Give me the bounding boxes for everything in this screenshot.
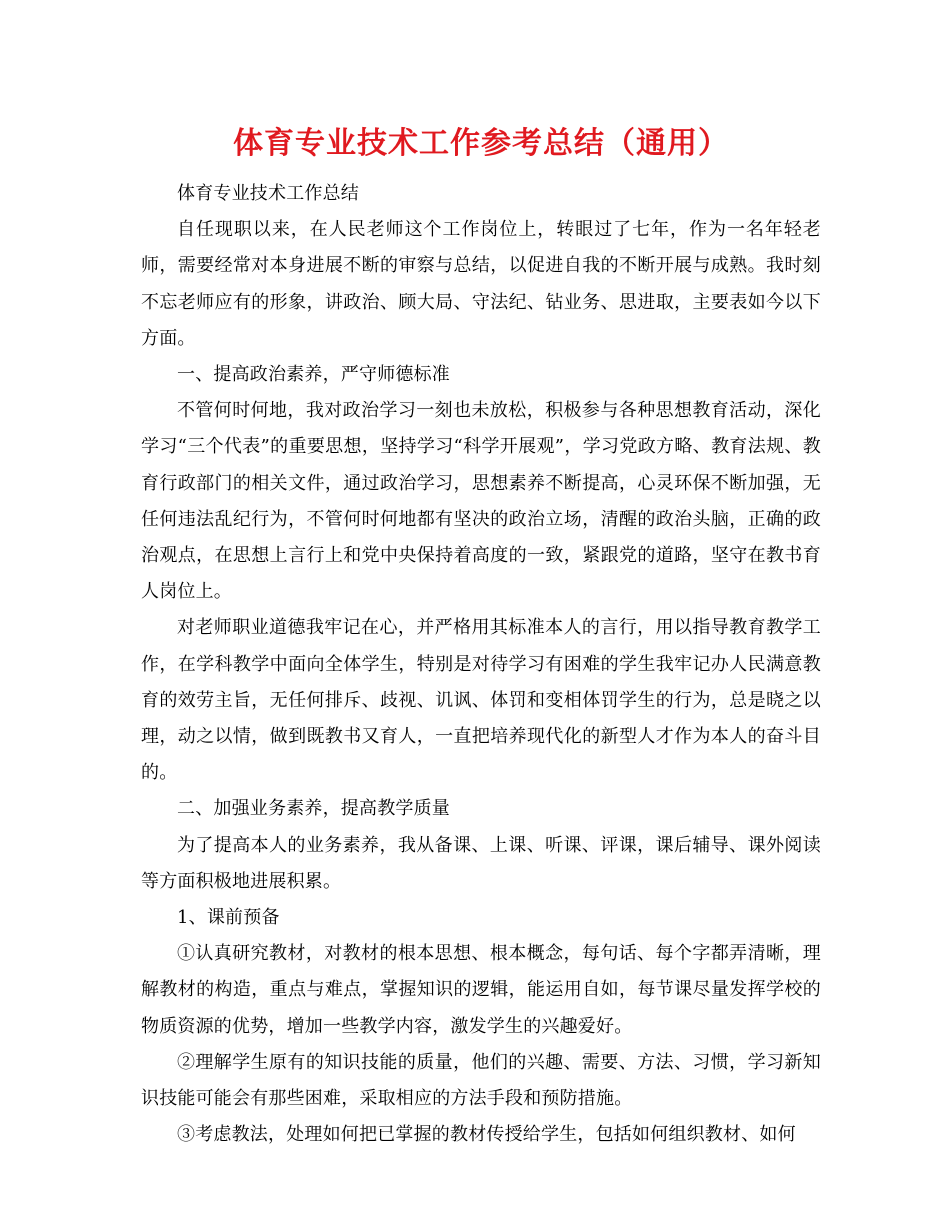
subsection-heading: 1、课前预备 xyxy=(177,907,280,929)
document-page xyxy=(141,120,821,1153)
list-item-paragraph: ①认真研究教材，对教材的根本思想、根本概念，每句话、每个字都弄清晰，理解教材的构造，重点与难点，掌握知识的逻辑，能运用自如，每节课尽量发挥学校的物质资源的优势，增加一些教学内容，激发学生的兴趣爱好。 xyxy=(141,943,821,1037)
body-paragraph: 对老师职业道德我牢记在心，并严格用其标准本人的言行，用以指导教育教学工作，在学科教学中面向全体学生，特别是对待学习有困难的学生我牢记办人民满意教育的效劳主旨，无任何排斥、歧视、讥讽、体罚和变相体罚学生的行为，总是晓之以理，动之以情，做到既教书又育人，一直把培养现代化的新型人才作为本人的奋斗目的。 xyxy=(141,617,821,784)
intro-paragraph: 自任现职以来，在人民老师这个工作岗位上，转眼过了七年，作为一名年轻老师，需要经常对本身进展不断的审察与总结，以促进自我的不断开展与成熟。我时刻不忘老师应有的形象，讲政治、顾大局、守法纪、钻业务、思进取，主要表如今以下方面。 xyxy=(141,219,821,349)
body-paragraph: 为了提高本人的业务素养，我从备课、上课、听课、评课，课后辅导、课外阅读等方面积极地进展积累。 xyxy=(141,834,821,892)
list-item-paragraph: ②理解学生原有的知识技能的质量，他们的兴趣、需要、方法、习惯，学习新知识技能可能会有那些困难，采取相应的方法手段和预防措施。 xyxy=(141,1051,821,1110)
list-item-paragraph: ③考虑教法，处理如何把已掌握的教材传授给学生，包括如何组织教材、如何 xyxy=(177,1124,796,1146)
section-heading-1: 一、提高政治素养，严守师德标准 xyxy=(177,364,450,386)
subtitle-paragraph: 体育专业技术工作总结 xyxy=(177,183,359,204)
section-heading-2: 二、加强业务素养，提高教学质量 xyxy=(177,798,450,820)
body-paragraph: 不管何时何地，我对政治学习一刻也未放松，积极参与各种思想教育活动，深化学习“三个代表”的重要思想，坚持学习“科学开展观”，学习党政方略、教育法规、教育行政部门的相关文件，通过政治学习，思想素养不断提高，心灵环保不断加强，无任何违法乱纪行为，不管何时何地都有坚决的政治立场，清醒的政治头脑，正确的政治观点，在思想上言行上和党中央保持着高度的一致，紧跟党的道路，坚守在教书育人岗位上。 xyxy=(141,400,821,603)
document-title: 体育专业技术工作参考总结（通用） xyxy=(233,126,729,161)
